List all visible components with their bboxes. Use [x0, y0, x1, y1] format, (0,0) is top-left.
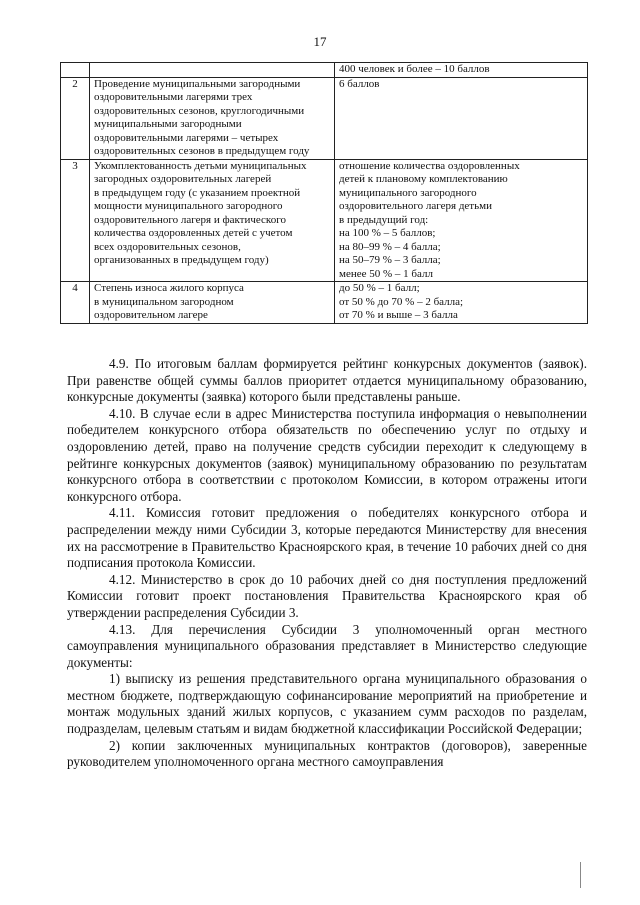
criterion-name-line: оздоровительном лагере	[94, 309, 208, 321]
criterion-score-line: на 100 % – 5 баллов;	[339, 227, 436, 239]
criterion-score-line: 400 человек и более – 10 баллов	[339, 63, 490, 75]
paragraph-4-11: 4.11. Комиссия готовит предложения о победителях конкурсного отбора и распределении между ними Субсидии 3, которые передаются Министерству для внесения их на рассмотрение в Правительство Красноярского края, в течение 10 рабочих дней со дня подписания протокола Комиссии.	[67, 505, 587, 571]
criterion-name-line: оздоровительных сезонов в предыдущем году	[94, 145, 310, 157]
paragraph-4-10: 4.10. В случае если в адрес Министерства поступила информация о невыполнении победителем конкурсного отбора обязательств по обеспечению услуг по отдыху и оздоровлению детей, право на получение средств субсидии переходит к следующему в рейтинге конкурсных документов (заявок) муниципальному образованию по результатам конкурсного отбора в соответствии с протоколом Комиссии, в котором отражены итоги конкурсного отбора.	[67, 405, 587, 504]
criterion-name-line: оздоровительных сезонов, круглогодичными	[94, 104, 305, 117]
criterion-name-line: оздоровительными лагерями трех	[94, 91, 253, 103]
criterion-name-cell	[90, 159, 335, 282]
paragraph-4-9: 4.9. По итоговым баллам формируется рейтинг конкурсных документов (заявок). При равенстве общей суммы баллов приоритет отдается муниципальному образованию, конкурсные документы (заявка) которого были представлены раньше.	[67, 356, 587, 405]
criterion-name-line: муниципальными загородными	[94, 118, 242, 130]
criterion-name-line: Укомплектованность детьми муниципальных	[94, 159, 307, 172]
criterion-name-line: Степень износа жилого корпуса	[94, 282, 244, 294]
criterion-name-cell	[90, 282, 335, 324]
criterion-score-line: до 50 % – 1 балл;	[339, 282, 420, 294]
row-number-cell: 4	[61, 282, 90, 324]
row-number-cell: 3	[61, 159, 90, 282]
paragraph-item-1: 1) выписку из решения представительного органа муниципального образования о местном бюджете, подтверждающую софинансирование мероприятий на приобретение и монтаж модульных зданий жилых корпусов, с указанием сумм расходов по разделам, подразделам, целевым статьям и видам бюджетной классификации Российской Федерации;	[67, 671, 587, 737]
criterion-score-line: на 80–99 % – 4 балла;	[339, 240, 441, 253]
criterion-score-line: детей к плановому комплектованию	[339, 173, 508, 185]
criterion-name-line: всех оздоровительных сезонов,	[94, 240, 241, 253]
criterion-name-line: мощности муниципального загородного	[94, 200, 283, 212]
criterion-name-line: оздоровительными лагерями – четырех	[94, 131, 279, 144]
table-row	[61, 63, 588, 78]
criterion-name-cell	[90, 77, 335, 159]
criterion-score-cell	[335, 159, 588, 282]
table-row	[61, 159, 588, 282]
criterion-score-line: от 70 % и выше – 3 балла	[339, 309, 458, 321]
criterion-score-line: 6 баллов	[339, 77, 380, 90]
body-text	[67, 356, 587, 771]
criterion-score-cell	[335, 63, 588, 78]
criterion-score-cell	[335, 282, 588, 324]
criterion-name-line: количества оздоровленных детей с учетом	[94, 227, 293, 239]
paragraph-4-12: 4.12. Министерство в срок до 10 рабочих дней со дня поступления предложений Комиссии готовит проект постановления Правительства Красноярского края об утверждении распределения Субсидии 3.	[67, 571, 587, 620]
criterion-name-line: Проведение муниципальными загородными	[94, 77, 301, 90]
criterion-name-line: в муниципальном загородном	[94, 295, 234, 308]
criterion-name-line: в предыдущем году (с указанием проектной	[94, 186, 301, 199]
table-row	[61, 282, 588, 324]
criterion-name-line: организованных в предыдущем году)	[94, 254, 269, 266]
row-number-cell	[61, 63, 90, 78]
paragraph-4-13: 4.13. Для перечисления Субсидии 3 уполномоченный орган местного самоуправления муниципального образования представляет в Министерство следующие документы:	[67, 621, 587, 670]
margin-mark	[580, 862, 599, 888]
criterion-score-line: от 50 % до 70 % – 2 балла;	[339, 295, 464, 308]
criteria-table	[60, 62, 588, 324]
criterion-score-line: отношение количества оздоровленных	[339, 159, 520, 172]
criterion-score-cell	[335, 77, 588, 159]
criterion-score-line: оздоровительного лагеря детьми	[339, 200, 492, 212]
criterion-name-cell	[90, 63, 335, 78]
criterion-name-line: оздоровительного лагеря и фактического	[94, 213, 286, 226]
paragraph-item-2: 2) копии заключенных муниципальных контрактов (договоров), заверенные руководителем уполномоченного органа местного самоуправления	[67, 737, 587, 770]
table-row	[61, 77, 588, 159]
criterion-score-line: муниципального загородного	[339, 186, 477, 199]
criterion-score-line: на 50–79 % – 3 балла;	[339, 254, 441, 266]
criterion-score-line: менее 50 % – 1 балл	[339, 267, 433, 280]
criterion-score-line: в предыдущий год:	[339, 213, 429, 226]
page-number: 17	[313, 34, 327, 49]
criterion-name-line: загородных оздоровительных лагерей	[94, 173, 272, 185]
row-number-cell: 2	[61, 77, 90, 159]
